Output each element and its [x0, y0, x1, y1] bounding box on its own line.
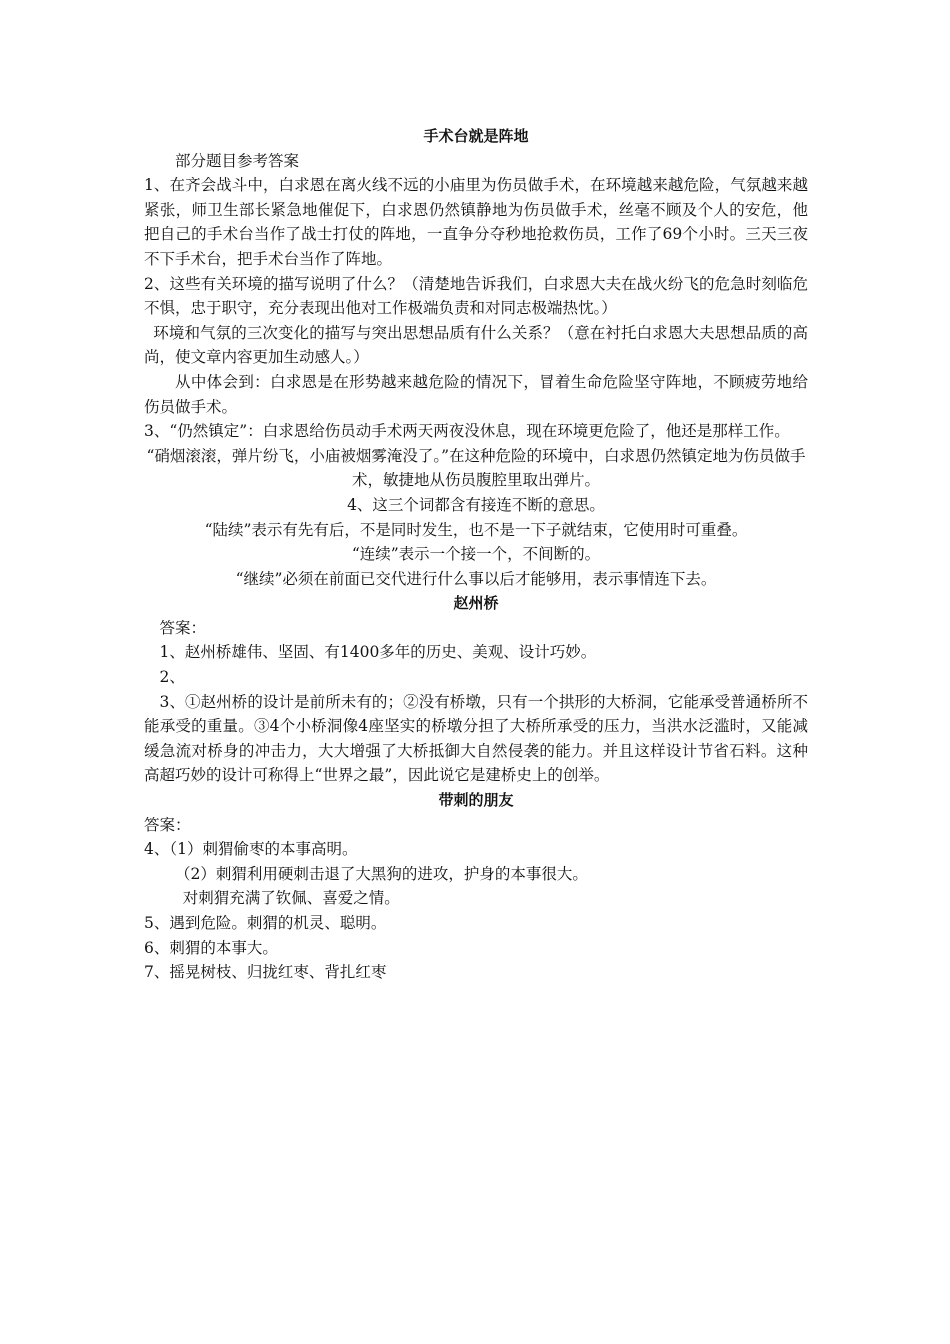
section-title: 赵州桥: [453, 594, 499, 613]
answer-paragraph: 从中体会到：白求恩是在形势越来越危险的情况下，冒着生命危险坚守阵地，不顾疲劳地给伤员做手术。: [144, 372, 808, 416]
answer-paragraph: 对刺猬充满了钦佩、喜爱之情。: [182, 889, 400, 908]
section-title: 手术台就是阵地: [423, 127, 529, 145]
answer-paragraph: “硝烟滚滚，弹片纷飞，小庙被烟雾淹没了。”在这种危险的环境中，白求恩仍然镇定地为伤员做手术，敏捷地从伤员腹腔里取出弹片。: [146, 446, 806, 490]
section-subtitle: 部分题目参考答案: [175, 151, 300, 170]
answer-paragraph: 3、①赵州桥的设计是前所未有的；②没有桥墩，只有一个拱形的大桥洞，它能承受普通桥所不能承受的重量。③4个小桥洞像4座坚实的桥墩分担了大桥所承受的压力，当洪水泛滥时，又能减缓急流对桥身的冲击力，大大增强了大桥抵御大自然侵袭的能力。并且这样设计节省石料。这种高超巧妙的设计可称得上“世界之最”，因此说它是建桥史上的创举。: [144, 692, 808, 785]
answer-paragraph: 6、刺猬的本事大。: [144, 938, 278, 957]
answer-paragraph: （2）刺猬利用硬刺击退了大黑狗的进攻，护身的本事很大。: [175, 864, 588, 883]
answer-label: 答案：: [144, 815, 191, 834]
answer-paragraph: 3、“仍然镇定”：白求恩给伤员动手术两天两夜没休息，现在环境更危险了，他还是那样工作。: [144, 422, 790, 441]
answer-paragraph: “连续”表示一个接一个，不间断的。: [351, 545, 601, 564]
answer-paragraph: 环境和气氛的三次变化的描写与突出思想品质有什么关系？（意在衬托白求恩大夫思想品质的高尚，使文章内容更加生动感人。）: [144, 323, 808, 367]
answer-label: 答案：: [159, 618, 207, 637]
answer-paragraph: 5、遇到危险。刺猬的机灵、聪明。: [144, 914, 387, 932]
answer-paragraph: 7、摇晃树枝、归拢红枣、背扎红枣: [144, 963, 387, 982]
answer-paragraph: 1、在齐会战斗中，白求恩在离火线不远的小庙里为伤员做手术，在环境越来越危险，气氛越来越紧张，师卫生部长紧急地催促下，白求恩仍然镇静地为伤员做手术，丝毫不顾及个人的安危，他把自己的手术台当作了战士打仗的阵地，一直争分夺秒地抢救伤员，工作了69个小时。三天三夜不下手术台，把手术台当作了阵地。: [144, 176, 808, 268]
answer-paragraph: 2、这些有关环境的描写说明了什么？（清楚地告诉我们，白求恩大夫在战火纷飞的危急时刻临危不惧，忠于职守，充分表现出他对工作极端负责和对同志极端热忱。）: [144, 274, 808, 318]
answer-paragraph: 1、赵州桥雄伟、坚固、有1400多年的历史、美观、设计巧妙。: [159, 643, 597, 662]
answer-paragraph: 4、这三个词都含有接连不断的意思。: [347, 495, 605, 514]
document-page: [144, 124, 808, 985]
answer-paragraph: 2、: [159, 668, 185, 687]
answer-paragraph: “陆续”表示有先有后，不是同时发生，也不是一下子就结束，它使用时可重叠。: [204, 520, 748, 539]
section-title: 带刺的朋友: [438, 791, 514, 810]
answer-paragraph: 4、（1）刺猬偷枣的本事高明。: [144, 840, 358, 859]
answer-paragraph: “继续”必须在前面已交代进行什么事以后才能够用，表示事情连下去。: [235, 569, 717, 588]
